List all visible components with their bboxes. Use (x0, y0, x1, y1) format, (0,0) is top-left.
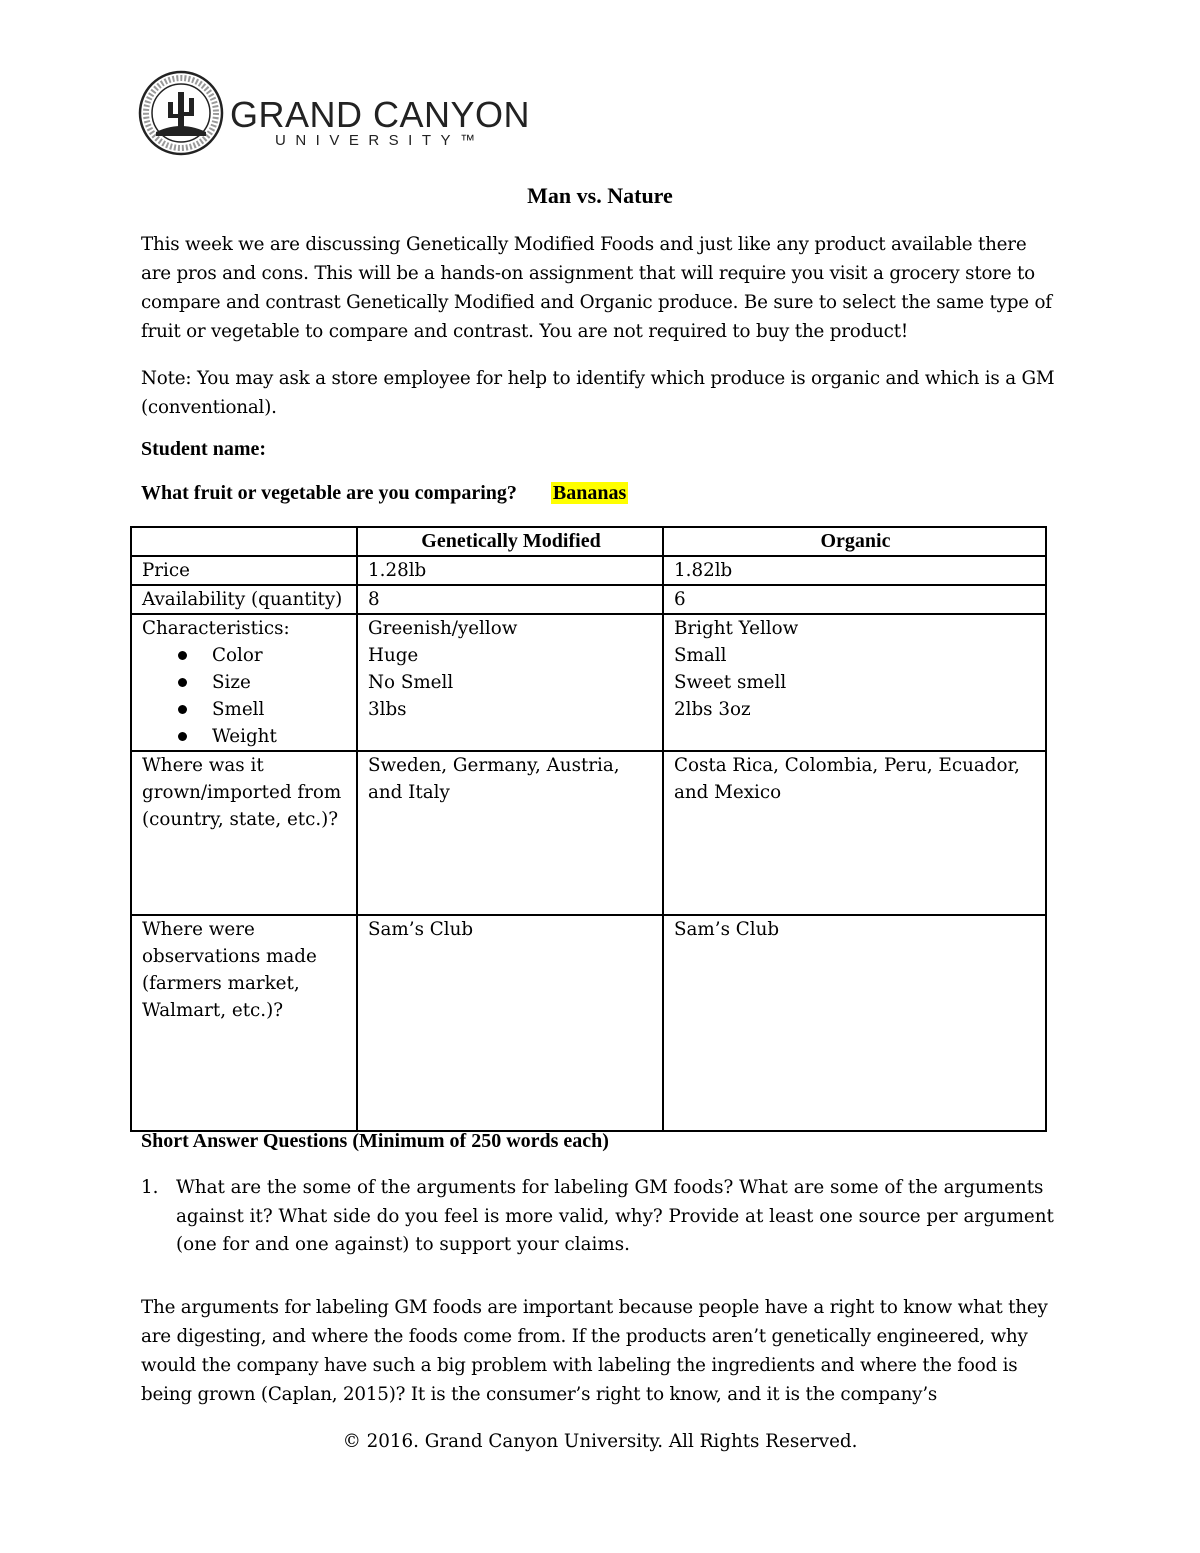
list-item: Weight (142, 723, 348, 750)
table-header-gm: Genetically Modified (357, 527, 663, 556)
observations-gm: Sam’s Club (357, 915, 663, 1131)
gm-size: Huge (368, 645, 419, 666)
table-header-organic: Organic (663, 527, 1046, 556)
table-row-observations (131, 915, 1046, 1131)
list-item: Size (142, 669, 348, 696)
characteristics-label: Characteristics: (142, 618, 290, 639)
question-1-number: 1. (141, 1177, 159, 1198)
gm-smell: No Smell (368, 672, 454, 693)
logo-subtitle: UNIVERSITY™ (275, 132, 485, 149)
page-title: Man vs. Nature (527, 183, 673, 208)
gm-color: Greenish/yellow (368, 618, 518, 639)
observations-label: Where were observations made (farmers market, Walmart, etc.)? (131, 915, 357, 1131)
comparison-answer: Bananas (552, 482, 627, 504)
characteristics-cell (131, 614, 357, 751)
comparison-table (130, 526, 1047, 1132)
organic-color: Bright Yellow (674, 618, 799, 639)
comparison-question (141, 482, 628, 505)
table-row-availability (131, 585, 1046, 614)
intro-paragraph: This week we are discussing Genetically Modified Foods and just like any product available there are pros and cons. This will be a hands-on assignment that will require you visit a grocery store to compare and contrast Genetically Modified and Organic produce. Be sure to select the same type of fruit or vegetable to compare and contrast. You are not required to buy the product! (141, 234, 1052, 342)
organic-weight: 2lbs 3oz (674, 699, 751, 720)
university-seal-icon (138, 70, 224, 156)
table-row-price (131, 556, 1046, 585)
origin-label: Where was it grown/imported from (country, state, etc.)? (131, 751, 357, 915)
answer-paragraph: The arguments for labeling GM foods are important because people have a right to know what they are digesting, and where the foods come from. If the products aren’t genetically engineered, why would the company have such a big problem with labeling the ingredients and where the food is being grown (Caplan, 2015)? It is the consumer’s right to know, and it is the company’s (141, 1297, 1048, 1405)
table-header-blank (131, 527, 357, 556)
question-1 (141, 1174, 1061, 1260)
availability-label: Availability (quantity) (131, 585, 357, 614)
origin-organic: Costa Rica, Colombia, Peru, Ecuador, and Mexico (663, 751, 1046, 915)
university-logo (138, 70, 531, 156)
organic-smell: Sweet smell (674, 672, 787, 693)
characteristics-list (142, 642, 348, 750)
copyright-footer: © 2016. Grand Canyon University. All Rights Reserved. (342, 1431, 858, 1452)
question-1-text: What are the some of the arguments for labeling GM foods? What are some of the arguments against it? What side do you feel is more valid, why? Provide at least one source per argument (one for and one against) to support your claims. (176, 1177, 1054, 1255)
observations-organic: Sam’s Club (663, 915, 1046, 1131)
gm-weight: 3lbs (368, 699, 407, 720)
availability-organic: 6 (663, 585, 1046, 614)
price-gm: 1.28lb (357, 556, 663, 585)
table-header-row (131, 527, 1046, 556)
list-item: Color (142, 642, 348, 669)
price-organic: 1.82lb (663, 556, 1046, 585)
note-paragraph: Note: You may ask a store employee for help to identify which produce is organic and which is a GM (conventional). (141, 368, 1055, 418)
organic-size: Small (674, 645, 727, 666)
comparison-question-label: What fruit or vegetable are you comparing? (141, 482, 517, 504)
list-item: Smell (142, 696, 348, 723)
logo-wordmark: GRAND CANYON (230, 94, 531, 135)
table-row-characteristics (131, 614, 1046, 751)
student-name-label: Student name: (141, 438, 267, 460)
characteristics-gm (357, 614, 663, 751)
availability-gm: 8 (357, 585, 663, 614)
short-answer-heading: Short Answer Questions (Minimum of 250 words each) (141, 1130, 609, 1152)
table-row-origin (131, 751, 1046, 915)
characteristics-organic (663, 614, 1046, 751)
price-label: Price (131, 556, 357, 585)
origin-gm: Sweden, Germany, Austria, and Italy (357, 751, 663, 915)
